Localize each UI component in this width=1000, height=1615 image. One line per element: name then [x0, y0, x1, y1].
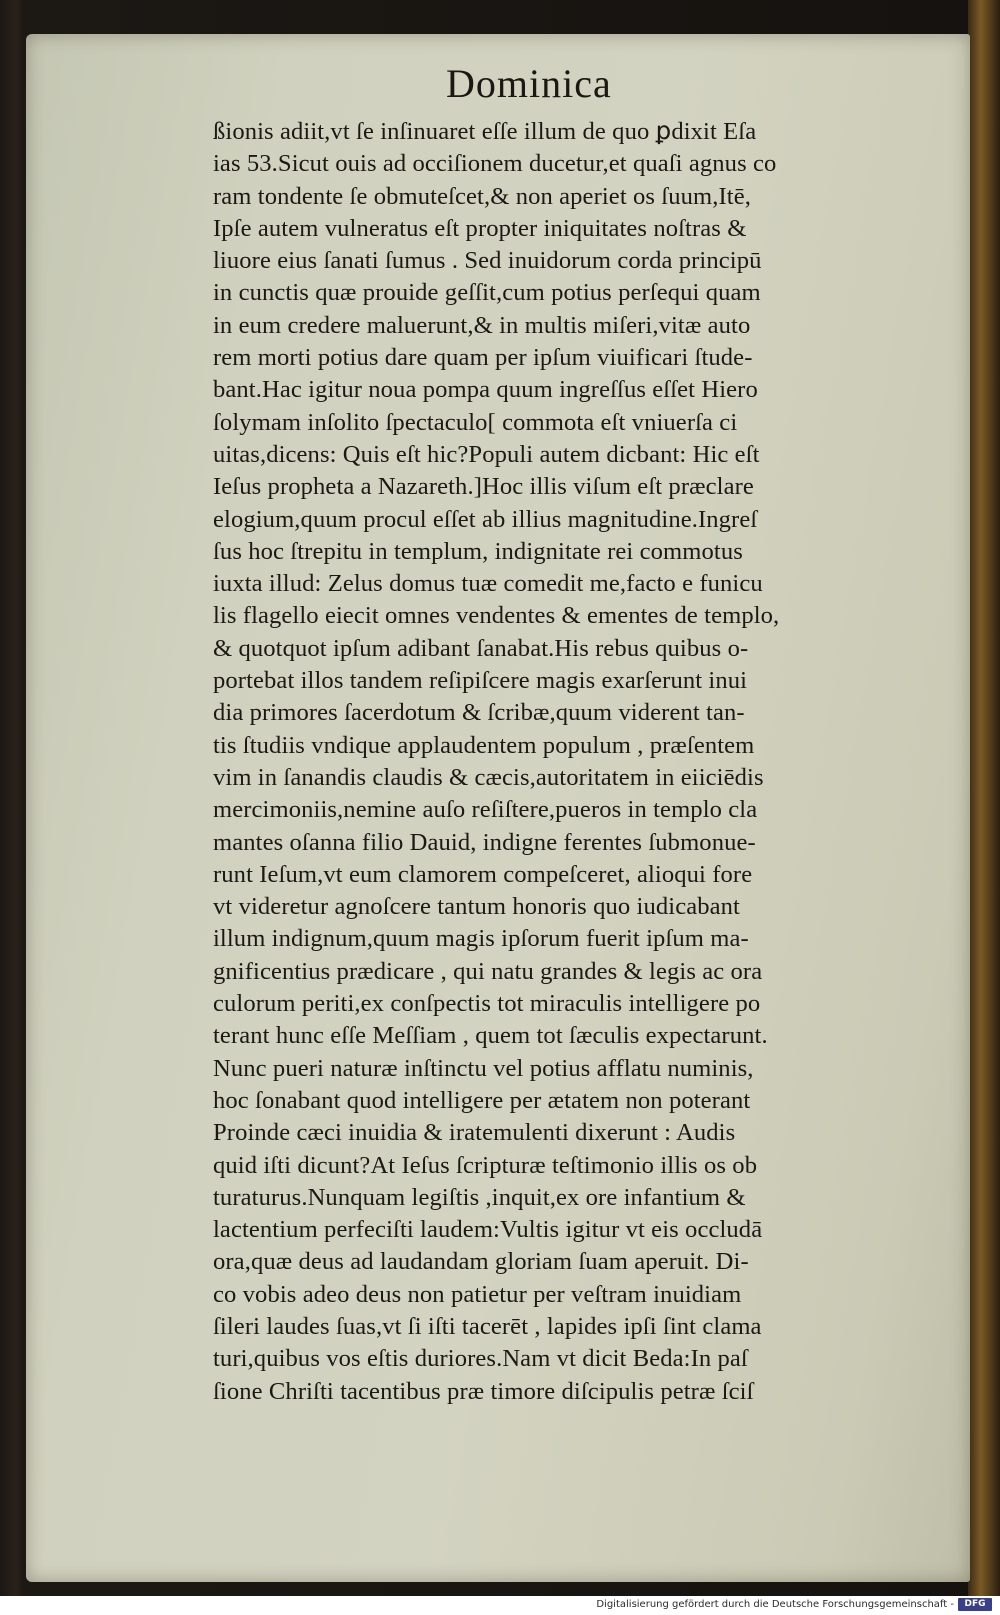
text-line: Ieſus propheta a Nazareth.]Hoc illis viſum eſt præclare: [213, 473, 754, 501]
text-line: lis flagello eiecit omnes vendentes & ementes de templo,: [213, 602, 780, 630]
text-line: ſione Chriſti tacentibus præ timore diſcipulis petræ ſciſ: [213, 1377, 754, 1405]
dfg-logo: DFG: [958, 1598, 992, 1611]
text-line: ſileri laudes ſuas,vt ſi iſti tacerēt , lapides ipſi ſint clama: [213, 1312, 762, 1340]
text-line: terant hunc eſſe Meſſiam , quem tot ſæculis expectarunt.: [213, 1022, 768, 1050]
text-line: ſolymam inſolito ſpectaculo[ commota eſt vniuerſa ci: [213, 408, 738, 436]
body-text: [213, 116, 933, 1408]
text-line: mercimoniis,nemine auſo reſiſtere,pueros in templo cla: [213, 796, 758, 824]
text-line: dia primores ſacerdotum & ſcribæ,quum viderent tan-: [213, 699, 745, 727]
book-edge: [968, 0, 1000, 1615]
running-head: Dominica: [446, 61, 612, 106]
text-line: uitas,dicens: Quis eſt hic?Populi autem dicbant: Hic eſt: [213, 440, 760, 468]
text-line: ora,quæ deus ad laudandam gloriam ſuam aperuit. Di-: [213, 1248, 749, 1276]
text-line: turi,quibus vos eſtis duriores.Nam vt dicit Beda:In paſ: [213, 1345, 748, 1373]
text-line: ias 53.Sicut ouis ad occiſionem ducetur,et quaſi agnus co: [213, 150, 777, 178]
text-line: hoc ſonabant quod intelligere per ætatem non poterant: [213, 1086, 751, 1114]
text-line: tis ſtudiis vndique applaudentem populum , præſentem: [213, 731, 755, 759]
text-line: bant.Hac igitur noua pompa quum ingreſſus eſſet Hiero: [213, 376, 758, 404]
text-line: culorum periti,ex conſpectis tot miraculis intelligere po: [213, 990, 761, 1018]
text-line: ſus hoc ſtrepitu in templum, indignitate rei commotus: [213, 537, 743, 565]
text-line: Proinde cæci inuidia & iratemulenti dixerunt : Audis: [213, 1119, 736, 1147]
text-line: iuxta illud: Zelus domus tuæ comedit me,facto e funicu: [213, 570, 763, 598]
text-line: in cunctis quæ prouide geſſit,cum potius perſequi quam: [213, 279, 761, 307]
text-line: co vobis adeo deus non patietur per veſtram inuidiam: [213, 1280, 742, 1308]
text-line: ram tondente ſe obmuteſcet,& non aperiet os ſuum,Itē,: [213, 182, 752, 210]
text-line: liuore eius ſanati ſumus . Sed inuidorum corda principū: [213, 247, 762, 275]
text-line: quid iſti dicunt?At Ieſus ſcripturæ teſtimonio illis os ob: [213, 1151, 758, 1179]
text-line: lactentium perfeciſti laudem:Vultis igitur vt eis occludā: [213, 1216, 763, 1244]
text-line: runt Ieſum,vt eum clamorem compeſceret, alioqui fore: [213, 860, 753, 888]
text-line: rem morti potius dare quam per ipſum viuificari ſtude-: [213, 344, 753, 372]
text-line: & quotquot ipſum adibant ſanabat.His rebus quibus o-: [213, 634, 749, 662]
text-line: portebat illos tandem reſipiſcere magis exarſerunt inui: [213, 667, 748, 695]
text-line: vim in ſanandis claudis & cæcis,autoritatem in eiiciēdis: [213, 763, 764, 791]
text-line: illum indignum,quum magis ipſorum fuerit ipſum ma-: [213, 925, 749, 953]
text-line: mantes oſanna filio Dauid, indigne ferentes ſubmonue-: [213, 828, 756, 856]
funding-notice: Digitalisierung gefördert durch die Deutsche Forschungsgemeinschaft -: [596, 1599, 954, 1610]
text-line: vt videretur agnoſcere tantum honoris quo iudicabant: [213, 893, 740, 921]
text-line: gnificentius prædicare , qui natu grandes & legis ac ora: [213, 957, 763, 985]
text-line: elogium,quum procul eſſet ab illius magnitudine.Ingreſ: [213, 505, 758, 533]
text-line: Nunc pueri naturæ inſtinctu vel potius afflatu numinis,: [213, 1054, 754, 1082]
text-line: ßionis adiit,vt ſe inſinuaret eſſe illum de quo ꝑdixit Eſa: [213, 118, 757, 145]
text-line: in eum credere maluerunt,& in multis miſeri,vitæ auto: [213, 311, 751, 339]
text-line: turaturus.Nunquam legiſtis ,inquit,ex ore infantium &: [213, 1183, 746, 1211]
text-line: Ipſe autem vulneratus eſt propter iniquitates noſtras &: [213, 214, 747, 242]
